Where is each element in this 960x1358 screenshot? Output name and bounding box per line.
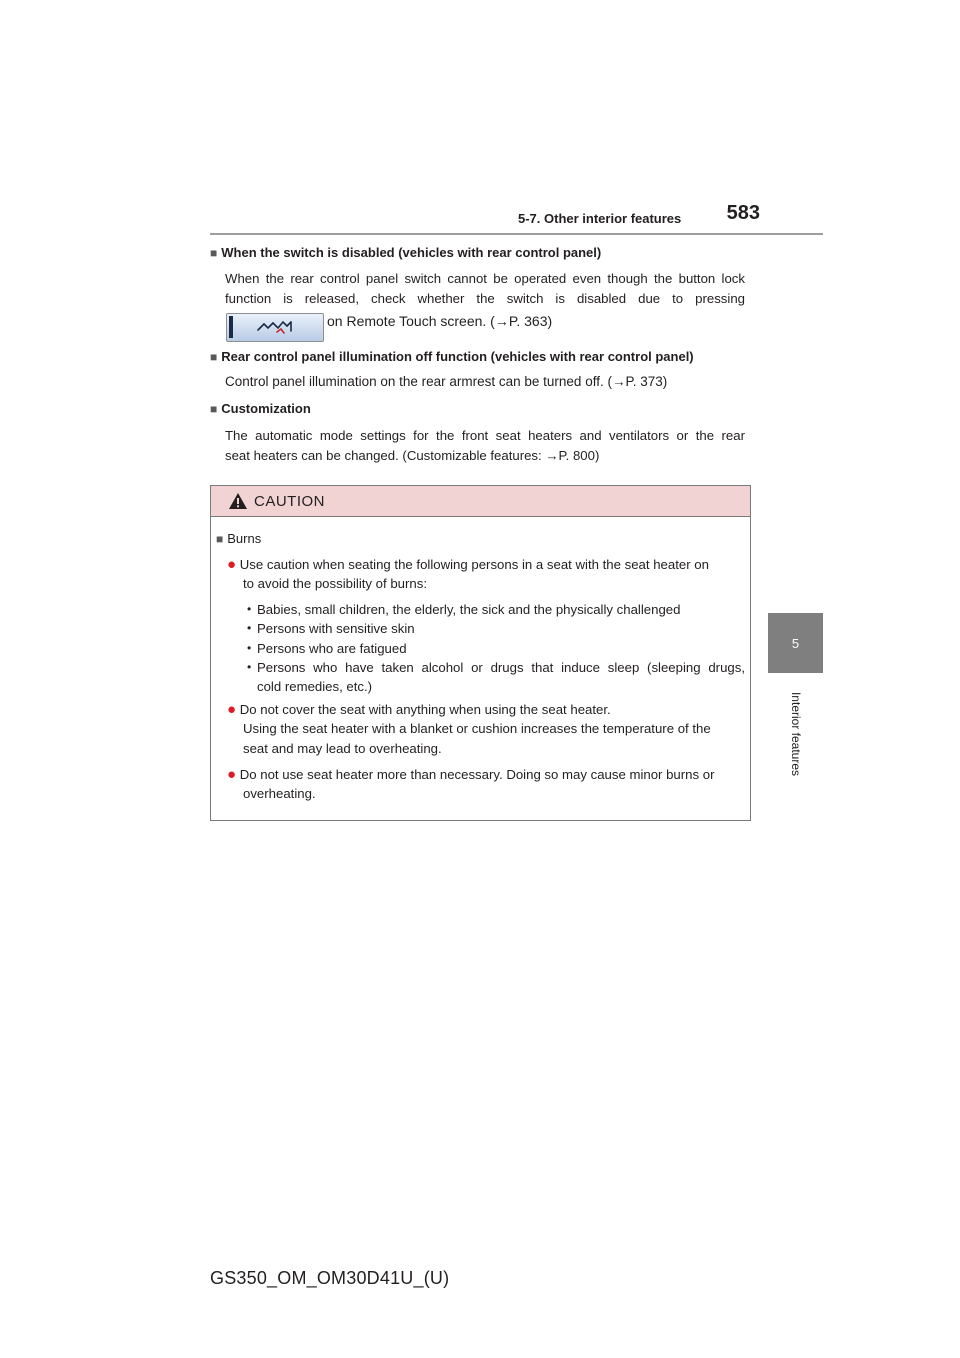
caution-text: Do not use seat heater more than necessary. Doing so may cause minor burns or — [239, 767, 715, 782]
seat-heater-button-image — [226, 313, 324, 342]
chapter-number: 5 — [791, 635, 800, 651]
header-divider — [210, 233, 823, 235]
paragraph-line: function is released, check whether the switch is disabled due to pressing — [225, 291, 745, 306]
caution-title: CAUTION — [254, 493, 325, 510]
paragraph-line: on Remote Touch screen. (→P. 363) — [327, 313, 553, 329]
round-bullet-icon: ● — [227, 766, 237, 783]
caution-item — [227, 556, 709, 573]
square-bullet-icon: ■ — [210, 402, 218, 416]
round-bullet-icon: ● — [227, 701, 237, 718]
section-heading-illumination-off — [210, 349, 694, 364]
section-heading-customization — [210, 401, 311, 416]
caution-sub-item: Babies, small children, the elderly, the sick and the physically challenged — [257, 602, 681, 617]
caution-text: to avoid the possibility of burns: — [243, 576, 427, 591]
paragraph-line: When the rear control panel switch cannot be operated even though the button lock — [225, 271, 745, 286]
dot-bullet-icon: • — [247, 621, 252, 635]
caution-sub-item: Persons who have taken alcohol or drugs that induce sleep (sleeping drugs, — [257, 660, 745, 675]
section-heading-switch-disabled — [210, 245, 601, 260]
chapter-tab — [768, 613, 823, 673]
caution-header — [211, 486, 750, 517]
caution-item — [227, 701, 611, 718]
square-bullet-icon: ■ — [216, 532, 224, 546]
caution-sub-item: Persons who are fatigued — [257, 641, 407, 656]
paragraph-customization — [225, 426, 745, 466]
caution-subheading — [216, 531, 261, 546]
square-bullet-icon: ■ — [210, 350, 218, 364]
dot-bullet-icon: • — [247, 602, 252, 616]
caution-sub-item: Persons with sensitive skin — [257, 621, 415, 636]
paragraph-line: Control panel illumination on the rear armrest can be turned off. (→P. 373) — [225, 374, 668, 389]
section-title: 5-7. Other interior features — [518, 211, 682, 226]
dot-bullet-icon: • — [247, 660, 252, 674]
caution-text: seat and may lead to overheating. — [243, 741, 442, 756]
warning-icon — [228, 492, 248, 510]
heading-text: Rear control panel illumination off function (vehicles with rear control panel) — [221, 349, 694, 364]
caution-item — [227, 766, 714, 783]
caution-sub-item-continued: cold remedies, etc.) — [257, 679, 373, 694]
heading-text: Customization — [221, 401, 311, 416]
paragraph-line: The automatic mode settings for the front seat heaters and ventilators or the rear — [225, 428, 745, 443]
seat-heater-icon — [227, 314, 323, 341]
chapter-label-text: Interior features — [789, 691, 804, 777]
dot-bullet-icon: • — [247, 641, 252, 655]
caution-text: overheating. — [243, 786, 316, 801]
paragraph-switch-disabled — [225, 269, 745, 309]
document-code: GS350_OM_OM30D41U_(U) — [210, 1268, 450, 1288]
caution-box — [210, 485, 751, 821]
subheading-text: Burns — [227, 531, 262, 546]
round-bullet-icon: ● — [227, 556, 237, 573]
caution-text: Use caution when seating the following persons in a seat with the seat heater on — [239, 557, 709, 572]
paragraph-line: seat heaters can be changed. (Customizable features: →P. 800) — [225, 448, 600, 463]
chapter-label — [770, 684, 822, 784]
heading-text: When the switch is disabled (vehicles with rear control panel) — [221, 245, 602, 260]
caution-text: Using the seat heater with a blanket or cushion increases the temperature of the — [243, 721, 711, 736]
caution-text: Do not cover the seat with anything when using the seat heater. — [239, 702, 611, 717]
square-bullet-icon: ■ — [210, 246, 218, 260]
page-number: 583 — [726, 202, 760, 224]
